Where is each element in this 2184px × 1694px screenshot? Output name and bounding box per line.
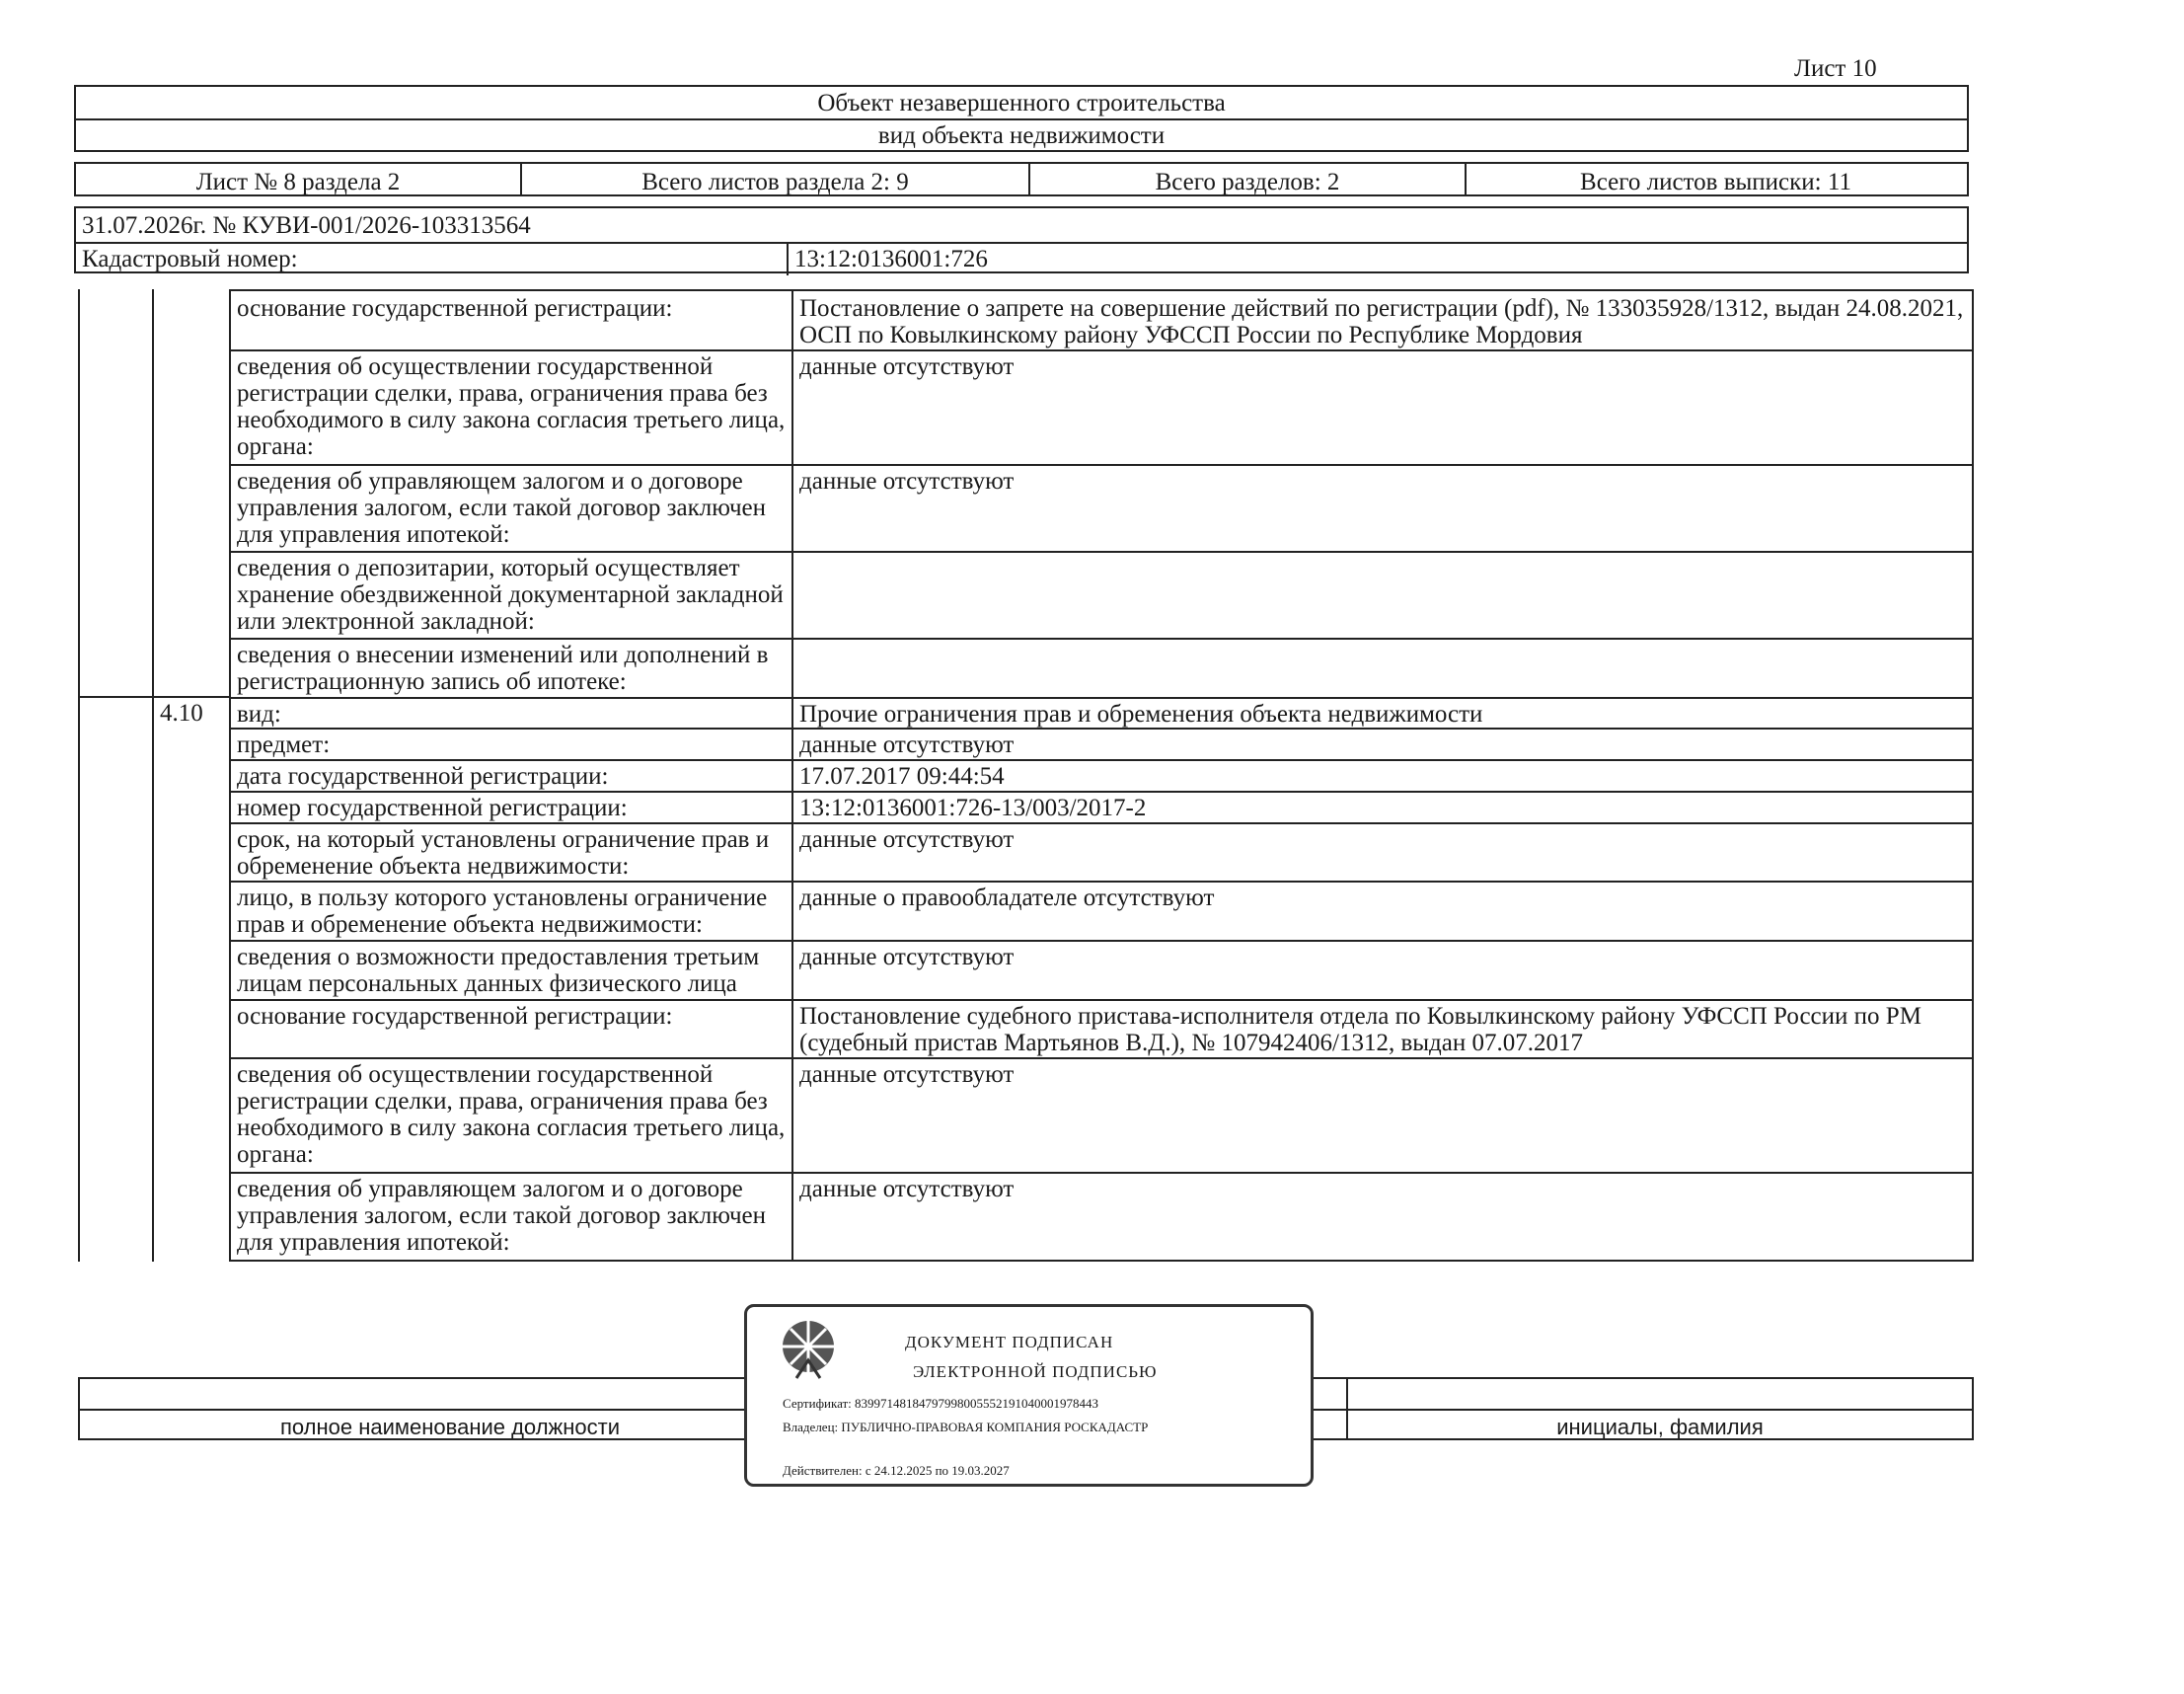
- row-value: данные отсутствуют: [799, 826, 1015, 853]
- sheet-number: Лист 10: [1794, 55, 1877, 82]
- name-caption: инициалы, фамилия: [1556, 1415, 1764, 1439]
- row-label: номер государственной регистрации:: [237, 795, 628, 821]
- row-label: дата государственной регистрации:: [237, 763, 609, 790]
- extract-date-number: 31.07.2026г. № КУВИ-001/2026-103313564: [82, 212, 531, 239]
- object-name: Объект незавершенного строительства: [817, 90, 1226, 116]
- row-value: [793, 553, 1972, 557]
- stamp-validity: Действителен: с 24.12.2025 по 19.03.2027: [783, 1463, 1010, 1478]
- row-value: 17.07.2017 09:44:54: [799, 763, 1005, 790]
- sheet-of-section: Лист № 8 раздела 2: [195, 169, 401, 195]
- emblem-icon: [779, 1317, 838, 1382]
- stamp-line-2: ЭЛЕКТРОННОЙ ПОДПИСЬЮ: [913, 1362, 1158, 1381]
- object-kind-caption: вид объекта недвижимости: [877, 122, 1166, 149]
- stamp-owner: Владелец: ПУБЛИЧНО-ПРАВОВАЯ КОМПАНИЯ РОСКАДАСТР: [783, 1420, 1149, 1434]
- row-value: данные отсутствуют: [799, 468, 1015, 495]
- cadastral-number: 13:12:0136001:726: [794, 246, 988, 272]
- row-label: вид:: [237, 701, 281, 728]
- row-label: основание государственной регистрации:: [237, 1003, 673, 1030]
- rights-table: [229, 289, 1974, 1262]
- row-value: Постановление о запрете на совершение действий по регистрации (pdf), № 133035928/1312, выдан 24.08.2021, ОСП по Ковылкинскому району УФССП России по Республике Мордовия: [799, 295, 1964, 348]
- row-value: данные отсутствуют: [799, 1061, 1015, 1088]
- row-label: сведения об управляющем залогом и о договоре управления залогом, если такой договор заключен для управления ипотекой:: [237, 1176, 767, 1256]
- extract-info: [74, 206, 1969, 273]
- row-value: Прочие ограничения прав и обременения объекта недвижимости: [799, 701, 1483, 728]
- total-sections: Всего разделов: 2: [1155, 169, 1340, 195]
- row-value: [793, 640, 1972, 644]
- stamp-line-1: ДОКУМЕНТ ПОДПИСАН: [905, 1333, 1114, 1351]
- section-bar: [74, 162, 1969, 196]
- e-signature-stamp: [744, 1304, 1314, 1487]
- position-caption: полное наименование должности: [279, 1415, 620, 1439]
- row-label: сведения о депозитарии, который осуществляет хранение обездвиженной документарной закладной или электронной закладной:: [237, 555, 784, 635]
- cadastral-label: Кадастровый номер:: [82, 246, 298, 272]
- row-value: данные отсутствуют: [799, 944, 1015, 970]
- row-label: срок, на который установлены ограничение прав и обременение объекта недвижимости:: [237, 826, 770, 880]
- row-label: основание государственной регистрации:: [237, 295, 673, 322]
- row-value: данные о правообладателе отсутствуют: [799, 885, 1215, 911]
- row-label: предмет:: [237, 732, 331, 758]
- row-label: сведения о внесении изменений или дополнений в регистрационную запись об ипотеке:: [237, 642, 769, 695]
- row-value: данные отсутствуют: [799, 353, 1015, 380]
- row-label: сведения об осуществлении государственной регистрации сделки, права, ограничения права без необходимого в силу закона согласия третьего лица, органа:: [237, 1061, 786, 1168]
- row-label: сведения об осуществлении государственной регистрации сделки, права, ограничения права без необходимого в силу закона согласия третьего лица, органа:: [237, 353, 786, 460]
- row-label: лицо, в пользу которого установлены ограничение прав и обременение объекта недвижимости:: [237, 885, 768, 938]
- row-number: 4.10: [160, 700, 203, 727]
- outer-column-line: [78, 289, 80, 1262]
- object-header: [74, 85, 1969, 152]
- row-label: сведения о возможности предоставления третьим лицам персональных данных физического лица: [237, 944, 760, 997]
- row-value: Постановление судебного пристава-исполнителя отдела по Ковылкинскому району УФССП России по РМ (судебный пристав Мартьянов В.Д.), № 107942406/1312, выдан 07.07.2017: [799, 1003, 1921, 1056]
- row-value: 13:12:0136001:726-13/003/2017-2: [799, 795, 1147, 821]
- total-section-sheets: Всего листов раздела 2: 9: [641, 169, 909, 195]
- index-column-line: [152, 289, 154, 1262]
- row-value: данные отсутствуют: [799, 1176, 1015, 1202]
- total-extract-sheets: Всего листов выписки: 11: [1580, 169, 1851, 195]
- row-value: данные отсутствуют: [799, 732, 1015, 758]
- stamp-certificate: Сертификат: 8399714818479799800555219104000197844З: [783, 1396, 1099, 1411]
- row-label: сведения об управляющем залогом и о договоре управления залогом, если такой договор заключен для управления ипотекой:: [237, 468, 767, 548]
